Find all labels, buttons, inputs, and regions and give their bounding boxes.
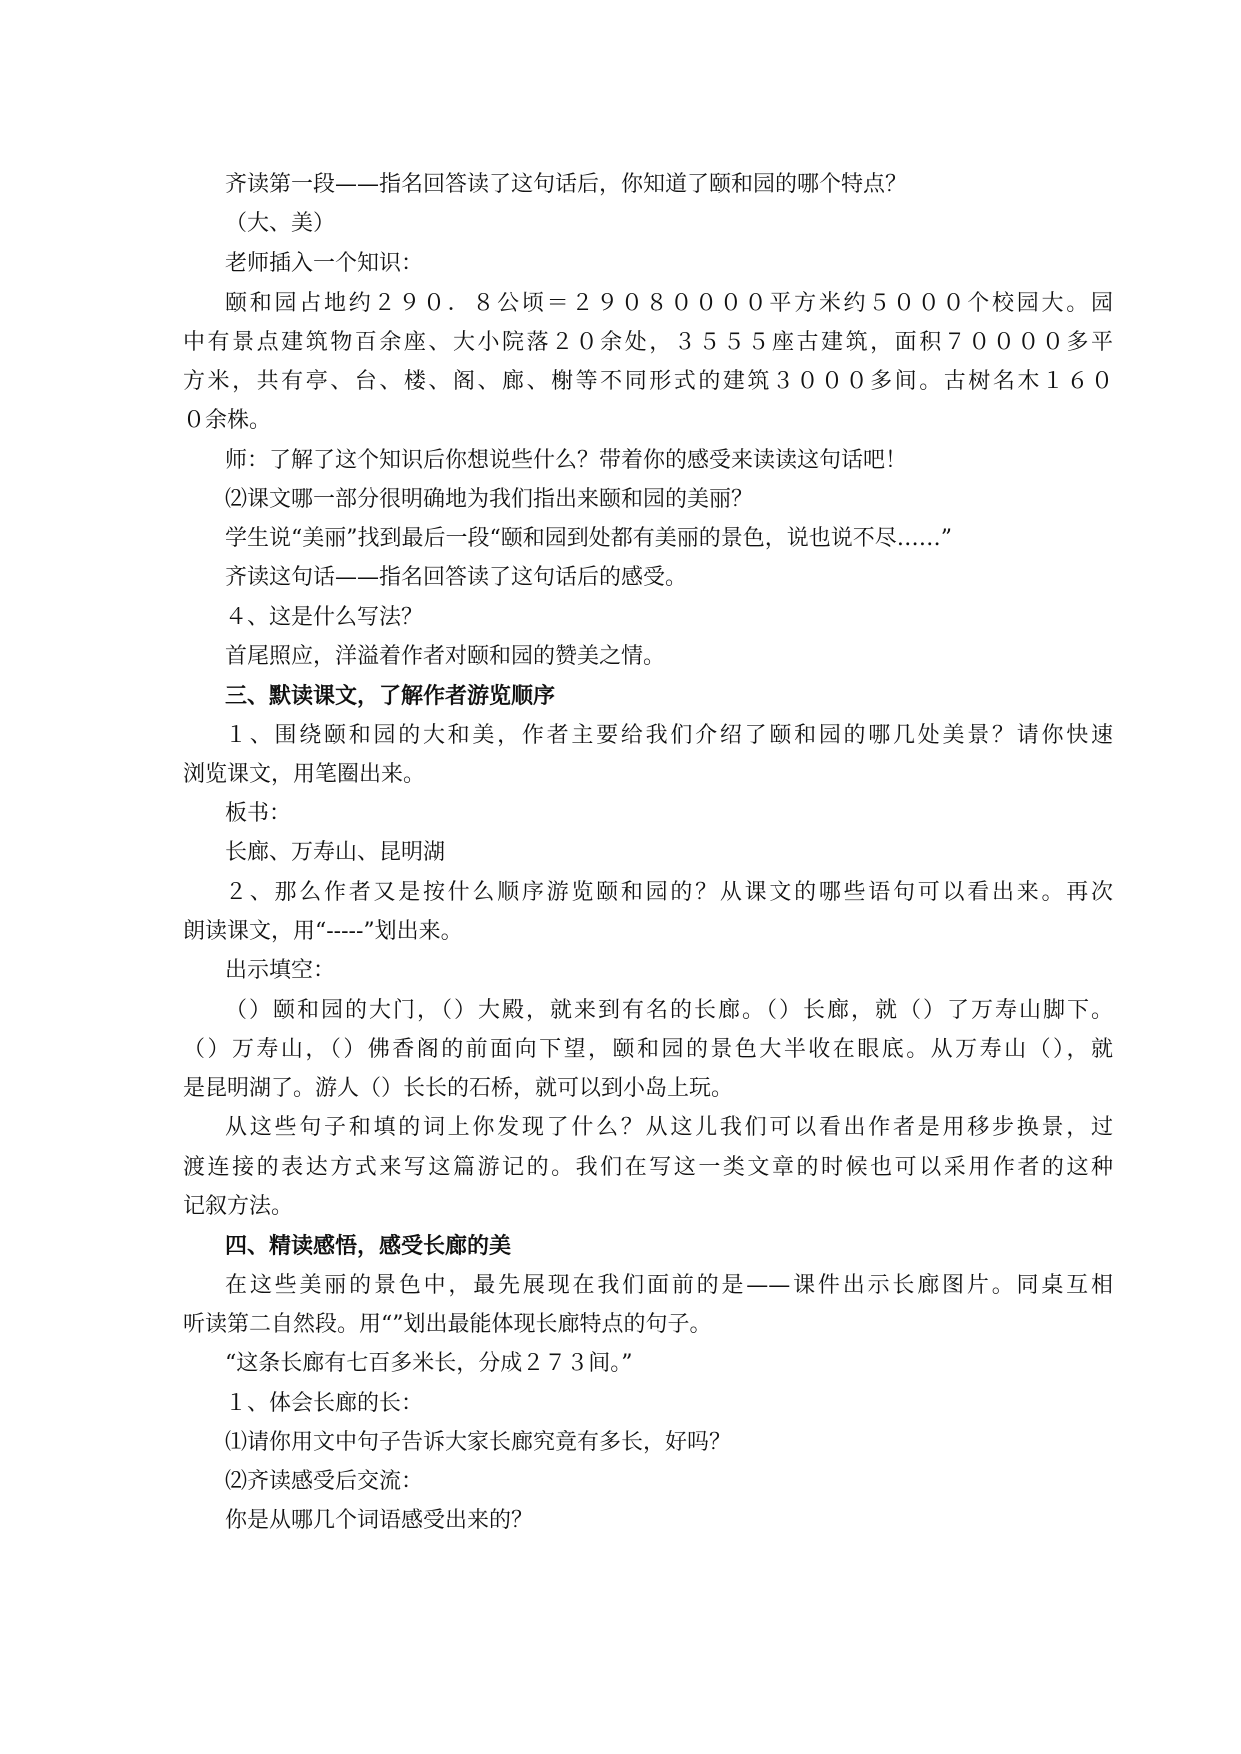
text-line: 老师插入一个知识： bbox=[225, 251, 424, 276]
section-heading: 四、精读感悟，感受长廊的美 bbox=[225, 1233, 512, 1259]
text-line: 师：了解了这个知识后你想说些什么？带着你的感受来读读这句话吧！ bbox=[225, 448, 908, 473]
text-line: 颐和园占地约２９０．８公顷＝２９０８００００平方米约５０００个校园大。园 bbox=[225, 291, 1113, 316]
text-line: ⑵齐读感受后交流： bbox=[225, 1469, 424, 1494]
text-line: 出示填空： bbox=[225, 958, 336, 983]
text-line: 听读第二自然段。用“”划出最能体现长廊特点的句子。 bbox=[183, 1312, 712, 1337]
text-line: 从这些句子和填的词上你发现了什么？从这儿我们可以看出作者是用移步换景，过 bbox=[225, 1115, 1113, 1140]
text-line: 学生说“美丽”找到最后一段“颐和园到处都有美丽的景色，说也说不尽……” bbox=[225, 526, 952, 551]
text-line: 你是从哪几个词语感受出来的？ bbox=[225, 1508, 534, 1533]
text-line: ４、这是什么写法？ bbox=[225, 605, 424, 630]
text-line: “这条长廊有七百多米长，分成２７３间。” bbox=[225, 1351, 633, 1376]
text-line: （大、美） bbox=[225, 211, 336, 236]
text-line: 是昆明湖了。游人（）长长的石桥，就可以到小岛上玩。 bbox=[183, 1076, 734, 1101]
text-line: （）万寿山，（）佛香阁的前面向下望，颐和园的景色大半收在眼底。从万寿山（），就 bbox=[183, 1037, 1113, 1062]
text-line: 首尾照应，洋溢着作者对颐和园的赞美之情。 bbox=[225, 644, 666, 669]
text-line: 朗读课文，用“-----”划出来。 bbox=[183, 919, 463, 944]
text-line: 板书： bbox=[225, 801, 292, 826]
text-line: 长廊、万寿山、昆明湖 bbox=[225, 840, 446, 865]
text-line: 方米，共有亭、台、楼、阁、廊、榭等不同形式的建筑３０００多间。古树名木１６０ bbox=[183, 369, 1113, 394]
text-line: 记叙方法。 bbox=[183, 1194, 294, 1219]
text-line: ０余株。 bbox=[183, 408, 272, 433]
text-line: １、围绕颐和园的大和美，作者主要给我们介绍了颐和园的哪几处美景？请你快速 bbox=[225, 723, 1113, 748]
text-line: 齐读第一段——指名回答读了这句话后，你知道了颐和园的哪个特点？ bbox=[225, 172, 908, 197]
section-heading: 三、默读课文，了解作者游览顺序 bbox=[225, 683, 556, 709]
text-line: ⑴请你用文中句子告诉大家长廊究竟有多长，好吗？ bbox=[225, 1430, 732, 1455]
text-line: 在这些美丽的景色中，最先展现在我们面前的是——课件出示长廊图片。同桌互相 bbox=[225, 1273, 1113, 1298]
text-line: ⑵课文哪一部分很明确地为我们指出来颐和园的美丽？ bbox=[225, 487, 754, 512]
text-line: １、体会长廊的长： bbox=[225, 1391, 424, 1416]
text-line: ２、那么作者又是按什么顺序游览颐和园的？从课文的哪些语句可以看出来。再次 bbox=[225, 880, 1113, 905]
text-line: 渡连接的表达方式来写这篇游记的。我们在写这一类文章的时候也可以采用作者的这种 bbox=[183, 1155, 1113, 1180]
text-line: （）颐和园的大门，（）大殿，就来到有名的长廊。（）长廊，就（）了万寿山脚下。 bbox=[225, 998, 1113, 1023]
text-line: 中有景点建筑物百余座、大小院落２０余处，３５５５座古建筑，面积７００００多平 bbox=[183, 330, 1113, 355]
text-line: 浏览课文，用笔圈出来。 bbox=[183, 762, 426, 787]
text-line: 齐读这句话——指名回答读了这句话后的感受。 bbox=[225, 565, 688, 590]
